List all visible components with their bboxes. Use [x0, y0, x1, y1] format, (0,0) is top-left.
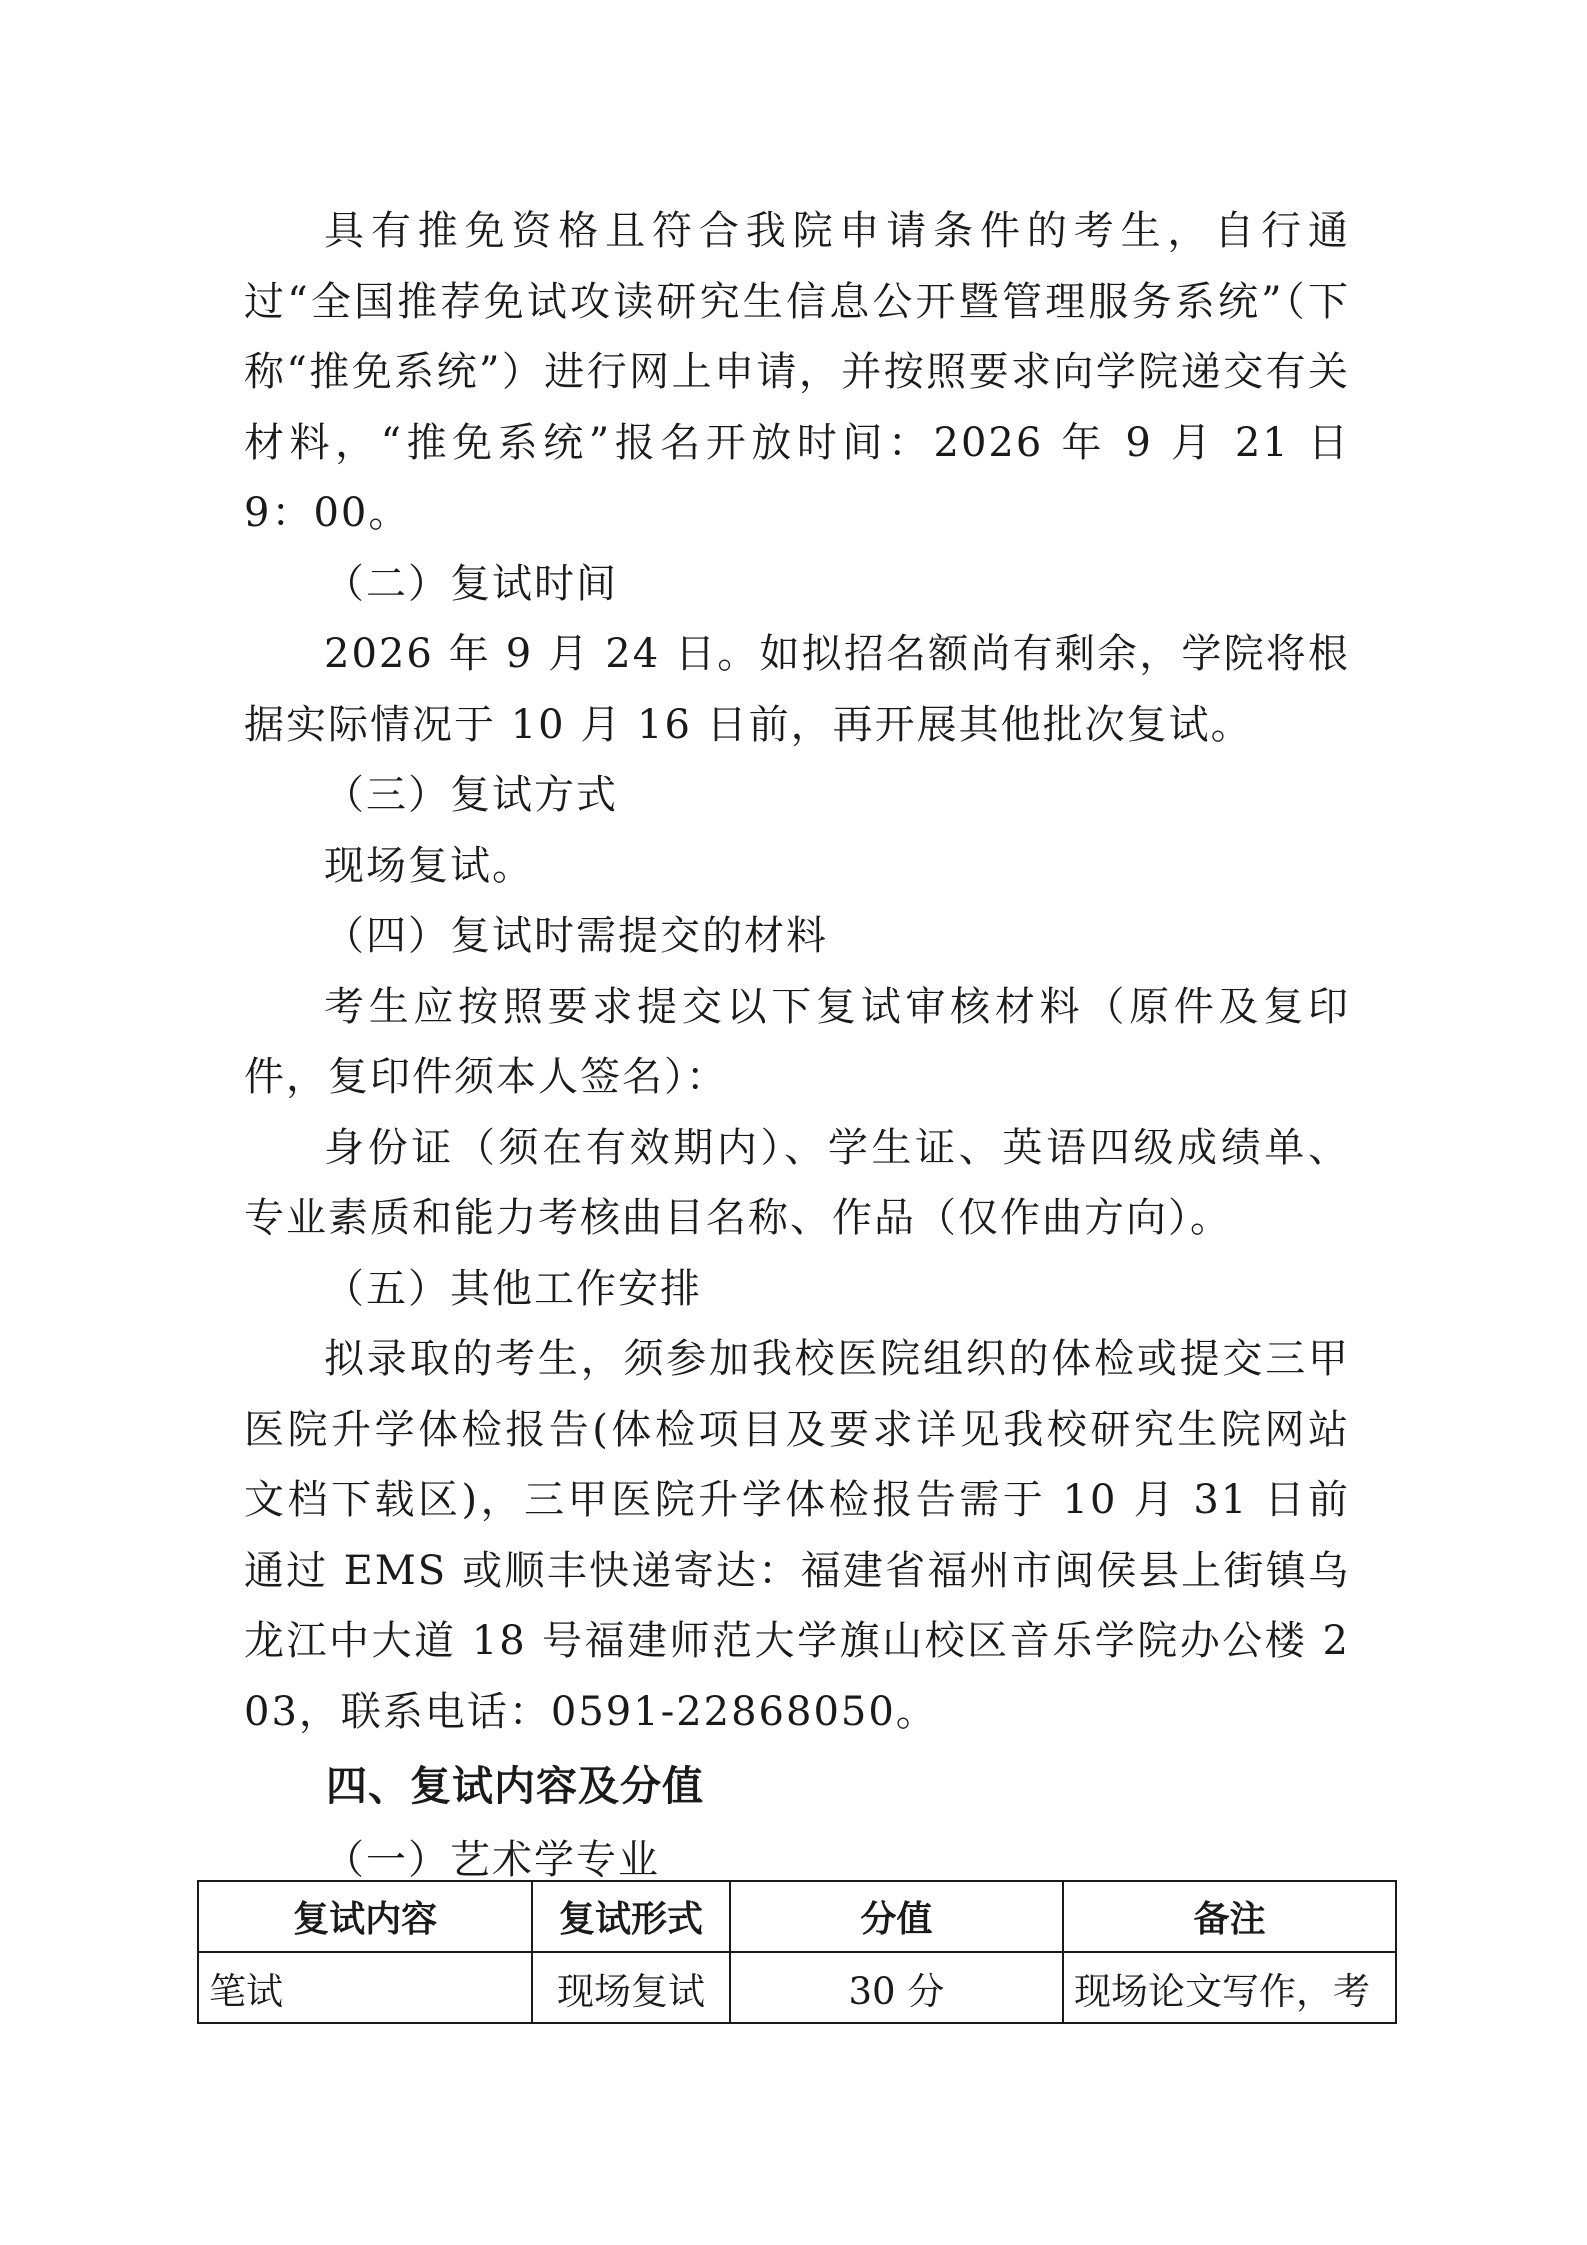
table-header-row: [198, 1881, 1396, 1952]
paragraph-application: 具有推免资格且符合我院申请条件的考生，自行通过“全国推荐免试攻读研究生信息公开暨管理服务系统”（下称“推免系统”）进行网上申请，并按照要求向学院递交有关材料，“推免系统”报名开放时间：2026 年 9 月 21 日 9：00。: [244, 208, 1350, 536]
subsection-art-major: （一）艺术学专业: [324, 1837, 660, 1883]
score-table: [197, 1880, 1397, 2024]
table-cell: 现场复试: [532, 1952, 730, 2023]
subheading-materials: （四）复试时需提交的材料: [324, 913, 828, 959]
table-header-cell: 备注: [1063, 1881, 1396, 1952]
paragraph-retest-time: 2026 年 9 月 24 日。如拟招名额尚有剩余，学院将根据实际情况于 10 月 16 日前，再开展其他批次复试。: [244, 631, 1350, 748]
subheading-other-arrangements: （五）其他工作安排: [324, 1265, 702, 1312]
table-header-cell: 复试内容: [198, 1881, 532, 1952]
subheading-retest-time: （二）复试时间: [324, 560, 618, 607]
table-header-cell: 复试形式: [532, 1881, 730, 1952]
paragraph-materials-intro: 考生应按照要求提交以下复试审核材料（原件及复印件，复印件须本人签名）：: [244, 983, 1350, 1100]
subheading-retest-method: （三）复试方式: [324, 772, 618, 818]
paragraph-other-arrangements: 拟录取的考生，须参加我校医院组织的体检或提交三甲医院升学体检报告(体检项目及要求详见我校研究生院网站文档下载区)，三甲医院升学体检报告需于 10 月 31 日前通过 EMS 或顺丰快递寄达：福建省福州市闽侯县上街镇乌龙江中大道 18 号福建师范大学旗山校区音乐学院办公楼 203，联系电话：0591-22868050。: [244, 1336, 1350, 1735]
document-body: [244, 196, 1350, 1896]
paragraph-materials-list: 身份证（须在有效期内）、学生证、英语四级成绩单、专业素质和能力考核曲目名称、作品（仅作曲方向）。: [244, 1124, 1350, 1241]
table-cell: 现场论文写作，考: [1063, 1952, 1396, 2023]
paragraph-retest-method: 现场复试。: [324, 842, 534, 889]
table-header-cell: 分值: [730, 1881, 1063, 1952]
section-heading: 四、复试内容及分值: [326, 1762, 704, 1810]
table-cell: 笔试: [198, 1952, 532, 2023]
table-cell: 30 分: [730, 1952, 1063, 2023]
table-row: [198, 1952, 1396, 2023]
score-table-container: [197, 1880, 1397, 2024]
